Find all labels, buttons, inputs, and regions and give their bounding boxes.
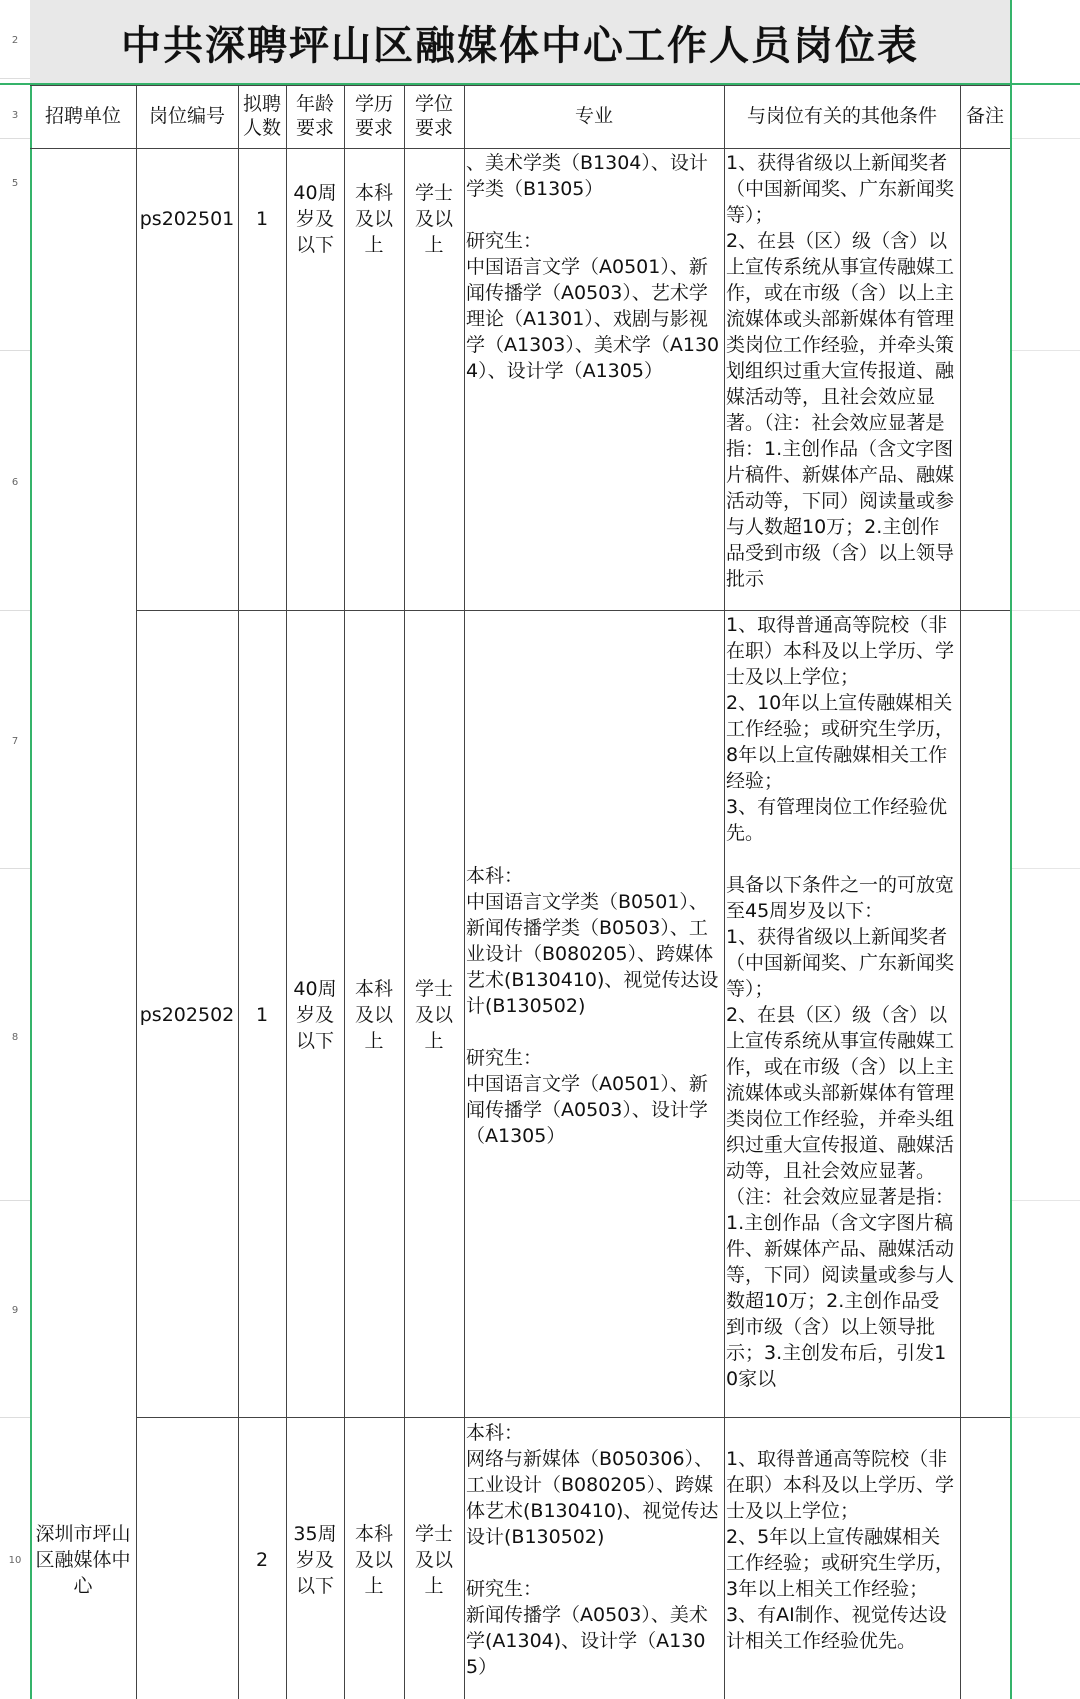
row3-major[interactable]: 本科： 网络与新媒体（B050306）、工业设计（B080205）、跨媒体艺术(B130410)、视觉传达设计(B130502) 研究生： 新闻传播学（A0503）、美术学(A1304)、设计学（A1305） — [466, 1422, 719, 1678]
header-unit[interactable]: 招聘单位 — [44, 105, 121, 127]
row1-count[interactable]: 1 — [255, 208, 269, 230]
row2-education[interactable]: 本科 及以 上 — [354, 978, 393, 1052]
row2-code[interactable]: ps202502 — [139, 1004, 235, 1026]
sheet-title[interactable]: 中共深聘坪山区融媒体中心工作人员岗位表 — [30, 0, 1010, 85]
row1-major[interactable]: 、美术学类（B1304）、设计学类（B1305） 研究生： 中国语言文学（A0501）、新闻传播学（A0503）、艺术学理论（A1301）、戏剧与影视学（A1303）、美术学（A1304）、设计学（A1305） — [466, 152, 720, 382]
header-code[interactable]: 岗位编号 — [148, 105, 225, 127]
row-number[interactable]: 3 — [11, 110, 19, 121]
unit-name-cell[interactable]: 深圳市坪山 区融媒体中 心 — [35, 1523, 131, 1597]
row3-code[interactable] — [136, 1515, 238, 1605]
row3-education[interactable]: 本科 及以 上 — [354, 1523, 393, 1597]
header-degree[interactable]: 学位 要求 — [414, 93, 453, 139]
row3-degree[interactable]: 学士 及以 上 — [414, 1523, 453, 1597]
header-education[interactable]: 学历 要求 — [354, 93, 393, 139]
header-count[interactable]: 拟聘 人数 — [242, 93, 281, 139]
row1-code[interactable]: ps202501 — [139, 208, 235, 230]
row-number[interactable]: 9 — [11, 1305, 19, 1316]
header-other-conditions[interactable]: 与岗位有关的其他条件 — [746, 105, 937, 127]
row1-degree[interactable]: 学士 及以 上 — [414, 182, 453, 256]
row-number[interactable]: 2 — [11, 35, 19, 46]
header-major[interactable]: 专业 — [574, 105, 613, 127]
row1-other-conditions[interactable]: 1、获得省级以上新闻奖者（中国新闻奖、广东新闻奖等）； 2、在县（区）级（含）以上宣传系统从事宣传融媒工作，或在市级（含）以上主流媒体或头部新媒体有管理类岗位工作经验，并牵头策划组织过重大宣传报道、融媒活动等，且社会效应显著。（注：社会效应显著是指：1.主创作品（含文字图片稿件、新媒体产品、融媒活动等，下同）阅读量或参与人数超10万；2.主创作品受到市级（含）以上领导批示 — [726, 152, 955, 590]
row3-other-conditions[interactable]: 1、取得普通高等院校（非在职）本科及以上学历、学士及以上学位； 2、5年以上宣传融媒相关工作经验；或研究生学历，3年以上相关工作经验； 3、有AI制作、视觉传达设计相关工作经验优先。 — [726, 1448, 955, 1652]
empty-grid-area — [1010, 0, 1080, 1699]
row-number[interactable]: 5 — [11, 178, 19, 189]
row2-count[interactable]: 1 — [255, 1004, 269, 1026]
row3-age[interactable]: 35周 岁及 以下 — [293, 1523, 337, 1597]
row-number[interactable]: 8 — [11, 1032, 19, 1043]
row1-education[interactable]: 本科 及以 上 — [354, 182, 393, 256]
row2-other-conditions[interactable]: 1、取得普通高等院校（非在职）本科及以上学历、学士及以上学位； 2、10年以上宣传融媒相关工作经验；或研究生学历，8年以上宣传融媒相关工作经验； 3、有管理岗位工作经验优先。 具备以下条件之一的可放宽至45周岁及以下： 1、获得省级以上新闻奖者（中国新闻奖、广东新闻奖等）； 2、在县（区）级（含）以上宣传系统从事宣传融媒工作，或在市级（含）以上主流媒体或头部新媒体有管理类岗位工作经验，并牵头组织过重大宣传报道、融媒活动等，且社会效应显著。（注：社会效应显著是指：1.主创作品（含文字图片稿件、新媒体产品、融媒活动等，下同）阅读量或参与人数超10万；2.主创作品受到市级（含）以上领导批示；3.主创发布后，引发10家以 — [726, 614, 955, 1390]
header-note[interactable]: 备注 — [965, 105, 1004, 127]
row2-degree[interactable]: 学士 及以 上 — [414, 978, 453, 1052]
row-number[interactable]: 10 — [8, 1555, 22, 1566]
row-number[interactable]: 7 — [11, 736, 19, 747]
row1-age[interactable]: 40周 岁及 以下 — [293, 182, 337, 256]
row-number[interactable]: 6 — [11, 477, 19, 488]
row-header-column — [0, 0, 32, 1699]
row3-count[interactable]: 2 — [255, 1549, 269, 1571]
row2-major[interactable]: 本科： 中国语言文学类（B0501）、新闻传播学类（B0503）、工业设计（B080205）、跨媒体艺术(B130410)、视觉传达设计(B130502) 研究生： 中国语言文学（A0501）、新闻传播学（A0503）、设计学（A1305） — [466, 865, 719, 1147]
header-age[interactable]: 年龄 要求 — [295, 93, 334, 139]
row2-age[interactable]: 40周 岁及 以下 — [293, 978, 337, 1052]
